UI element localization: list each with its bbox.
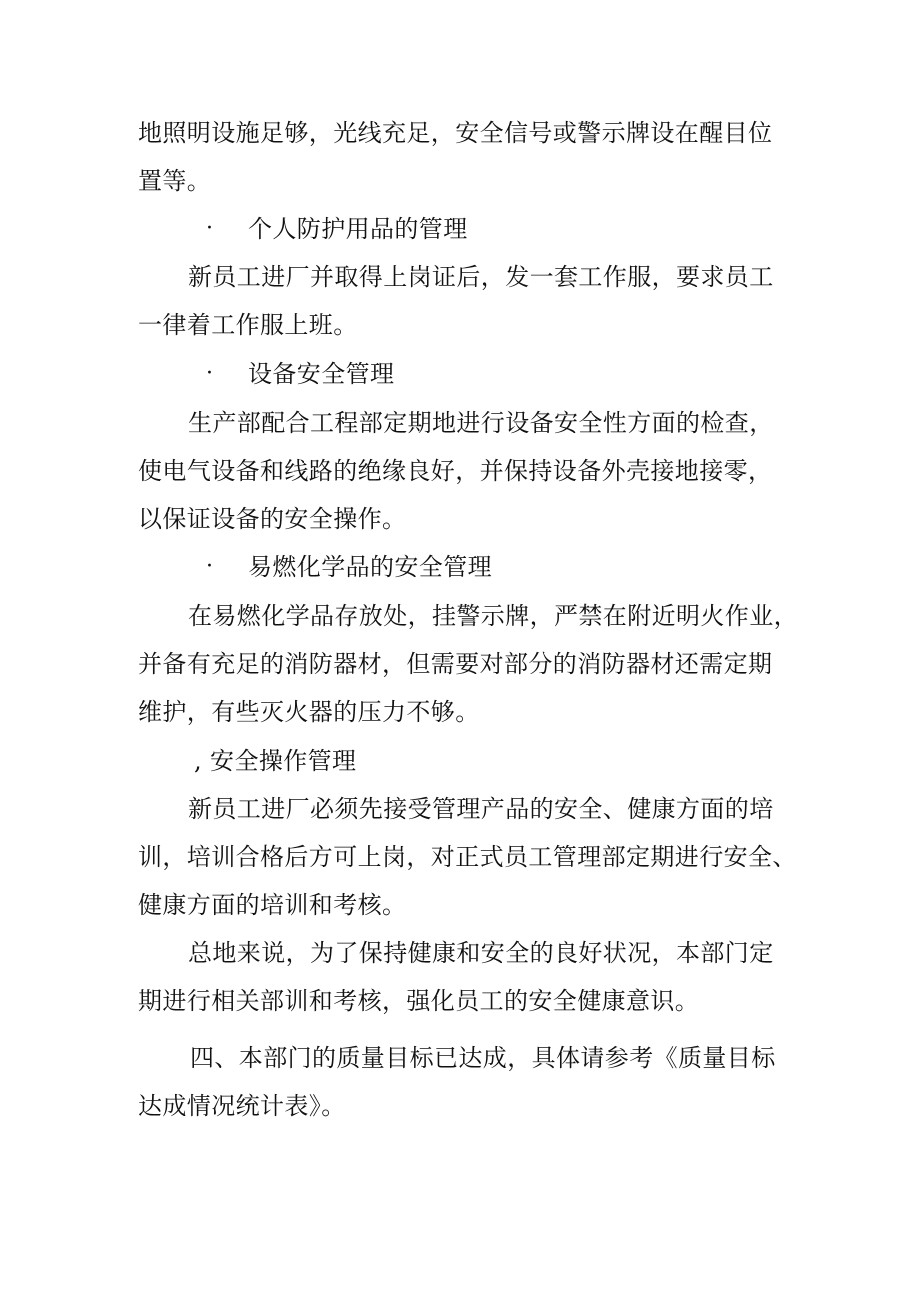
- section-2-heading: 设备安全管理: [248, 360, 395, 388]
- section-4-heading: , 安全操作管理: [194, 747, 357, 775]
- section-1-bullet: ·: [206, 216, 213, 241]
- section-2-line-2: 使电气设备和线路的绝缘良好，并保持设备外壳接地接零，: [138, 457, 773, 485]
- section-3-bullet: ·: [206, 554, 213, 579]
- section-four-line-1: 四、本部门的质量目标已达成，具体请参考《质量目标: [190, 1044, 776, 1072]
- section-1-line-1: 新员工进厂并取得上岗证后，发一套工作服，要求员工: [188, 263, 774, 291]
- section-3-line-1: 在易燃化学品存放处，挂警示牌，严禁在附近明火作业，: [188, 602, 798, 630]
- intro-line-2: 置等。: [138, 167, 212, 195]
- intro-line-1: 地照明设施足够，光线充足，安全信号或警示牌设在醒目位: [138, 119, 773, 147]
- summary-line-2: 期进行相关部训和考核，强化员工的安全健康意识。: [138, 987, 700, 1015]
- summary-line-1: 总地来说，为了保持健康和安全的良好状况，本部门定: [188, 939, 774, 967]
- section-1-line-2: 一律着工作服上班。: [138, 311, 358, 339]
- section-4-line-3: 健康方面的培训和考核。: [138, 891, 407, 919]
- section-4-line-1: 新员工进厂必须先接受管理产品的安全、健康方面的培: [188, 795, 774, 823]
- section-3-line-3: 维护，有些灭火器的压力不够。: [138, 698, 480, 726]
- section-3-heading: 易燃化学品的安全管理: [248, 553, 492, 581]
- section-3-line-2: 并备有充足的消防器材，但需要对部分的消防器材还需定期: [138, 650, 773, 678]
- section-2-bullet: ·: [206, 361, 213, 386]
- section-1-heading: 个人防护用品的管理: [248, 215, 468, 243]
- section-4-line-2: 训，培训合格后方可上岗，对正式员工管理部定期进行安全、: [138, 843, 797, 871]
- section-2-line-1: 生产部配合工程部定期地进行设备安全性方面的检查，: [188, 409, 774, 437]
- section-four-line-2: 达成情况统计表》。: [138, 1092, 346, 1120]
- section-2-line-3: 以保证设备的安全操作。: [138, 505, 407, 533]
